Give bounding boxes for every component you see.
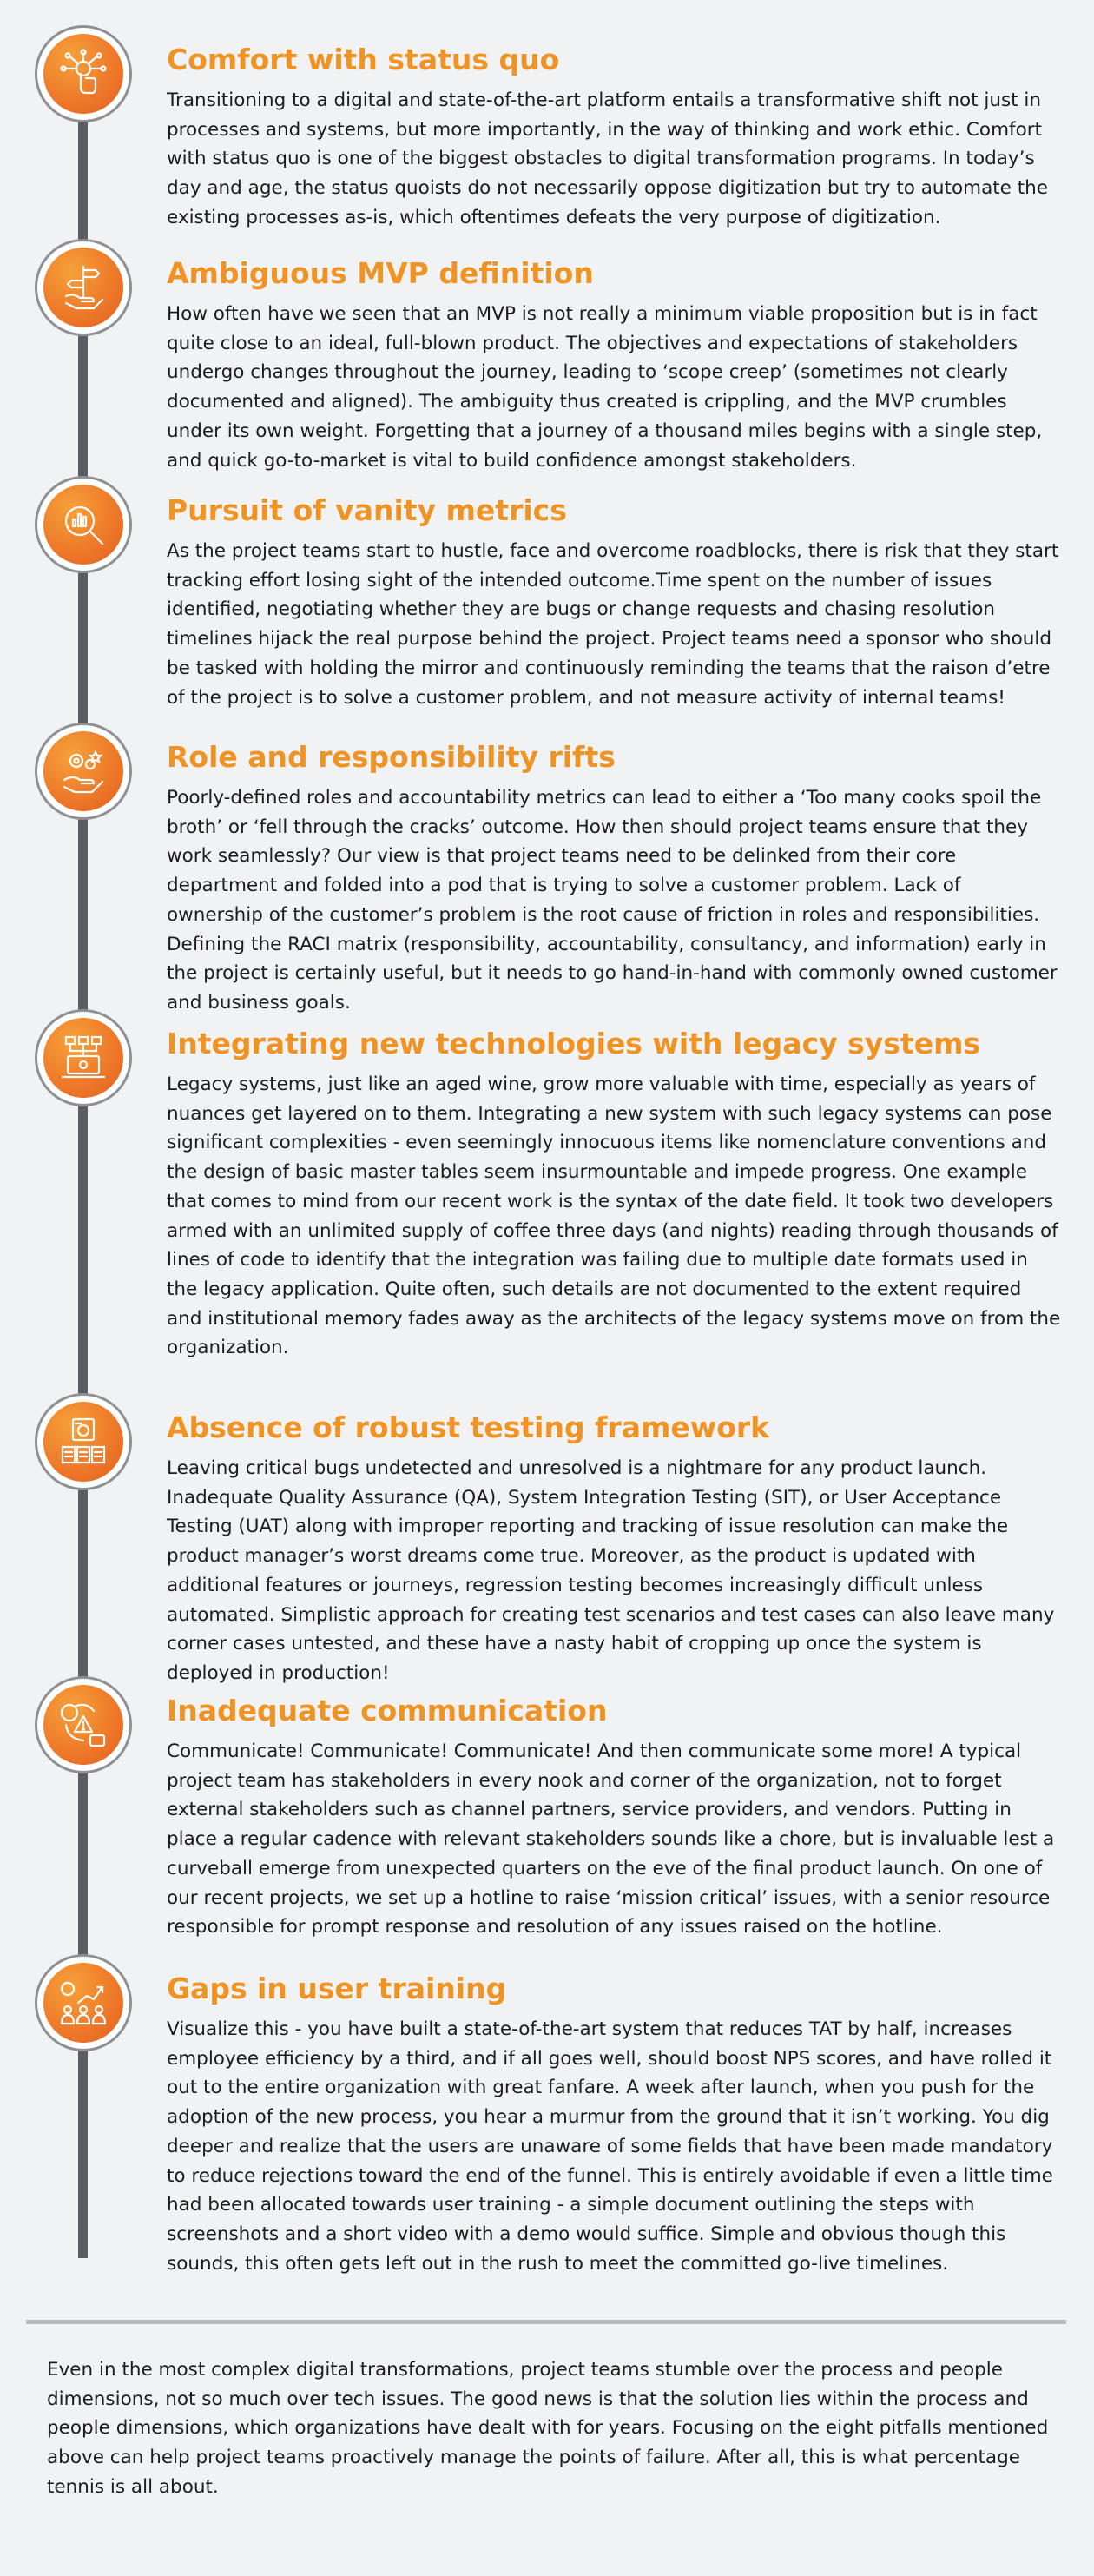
timeline-line (78, 52, 88, 2258)
section-title: Integrating new technologies with legacy systems (167, 1027, 981, 1060)
section-title: Ambiguous MVP definition (167, 256, 594, 290)
section-title: Gaps in user training (167, 1972, 507, 2005)
laptop-integration-icon (57, 1032, 109, 1084)
badge (35, 1393, 132, 1490)
network-touch-icon (57, 48, 109, 100)
badge (35, 723, 132, 820)
gears-hand-icon (57, 745, 109, 797)
section-title: Absence of robust testing framework (167, 1410, 770, 1444)
communication-warning-icon (57, 1699, 109, 1751)
section-body: Poorly-defined roles and accountability metrics can lead to either a ‘Too many cooks spoil the broth’ or ‘fell through the cracks’ outcome. How then should project teams ensure that they work seamlessly? Our view is that project teams need to be delinked from their core department and folded into a pod that is trying to solve a customer problem. Lack of ownership of the customer’s problem is the root cause of friction in roles and responsibilities. Defining the RACI matrix (responsibility, accountability, consultancy, and information) early in the project is certainly useful, but it needs to go hand-in-hand with commonly owned customer and business goals. (167, 787, 1058, 1014)
badge (35, 476, 132, 573)
badge (35, 1676, 132, 1773)
conclusion-text: Even in the most complex digital transformations, project teams stumble over the process and people dimensions, not so much over tech issues. The good news is that the solution lies within the process and people dimensions, which organizations have dealt with for years. Focusing on the eight pitfalls mentioned above can help project teams proactively manage the points of failure. After all, this is what percentage tennis is all about. (47, 2359, 1049, 2498)
badge (35, 25, 132, 122)
section-body: As the project teams start to hustle, face and overcome roadblocks, there is risk that they start tracking effort losing sight of the intended outcome.Time spent on the number of issues identified, negotiating whether they are bugs or change requests and chasing resolution timelines hijack the real purpose behind the project. Project teams need a sponsor who should be tasked with holding the mirror and continuously reminding the teams that the raison d’etre of the project is to solve a customer problem, and not measure activity of internal teams! (167, 540, 1059, 709)
section-body: Visualize this - you have built a state-of-the-art system that reduces TAT by half, increases employee efficiency by a third, and if all goes well, should boost NPS scores, and have rolled it out to the entire organization with great fanfare. A week after launch, when you push for the adoption of the new process, you hear a murmur from the ground that it isn’t working. You dig deeper and realize that the users are unaware of some fields that have been made mandatory to reduce rejections toward the end of the funnel. This is entirely avoidable if even a little time had been allocated towards user training - a simple document outlining the steps with screenshots and a short video with a demo would suffice. Simple and obvious though this sounds, this often gets left out in the rush to meet the committed go-live timelines. (167, 2018, 1053, 2275)
divider (26, 2320, 1066, 2324)
testing-documents-icon (57, 1416, 109, 1468)
section-body: How often have we seen that an MVP is not really a minimum viable proposition but is in fact quite close to an ideal, full-blown product. The objectives and expectations of stakeholders undergo changes throughout the journey, leading to ‘scope creep’ (sometimes not clearly documented and aligned). The ambiguity thus created is crippling, and the MVP crumbles under its own weight. Forgetting that a journey of a thousand miles begins with a single step, and quick go-to-market is vital to build confidence amongst stakeholders. (167, 303, 1043, 472)
badge (35, 239, 132, 336)
section-title: Inadequate communication (167, 1694, 608, 1727)
section-title: Comfort with status quo (167, 43, 560, 76)
signpost-hand-icon (57, 261, 109, 314)
section-body: Transitioning to a digital and state-of-the-art platform entails a transformative shift not just in processes and systems, but more importantly, in the way of thinking and work ethic. Comfort with status quo is one of the biggest obstacles to digital transformation programs. In today’s day and age, the status quoists do not necessarily oppose digitization but try to automate the existing processes as-is, which oftentimes defeats the very purpose of digitization. (167, 89, 1049, 228)
badge (35, 1009, 132, 1106)
section-body: Legacy systems, just like an aged wine, grow more valuable with time, especially as years of nuances get layered on to them. Integrating a new system with such legacy systems can pose significant complexities - even seemingly innocuous items like nomenclature conventions and the design of basic master tables seem insurmountable and impede progress. One example that comes to mind from our recent work is the syntax of the date field. It took two developers armed with an unlimited supply of coffee three days (and nights) reading through thousands of lines of code to identify that the integration was failing due to multiple date formats used in the legacy application. Quite often, such details are not documented to the extent required and institutional memory fades away as the architects of the legacy systems move on from the organization. (167, 1073, 1061, 1359)
magnifier-chart-icon (57, 499, 109, 551)
section-title: Role and responsibility rifts (167, 740, 616, 774)
section-body: Leaving critical bugs undetected and unresolved is a nightmare for any product launch. Inadequate Quality Assurance (QA), System Integration Testing (SIT), or User Acceptance Testing (UAT) along with improper reporting and tracking of issue resolution can make the product manager’s worst dreams come true. Moreover, as the product is updated with additional features or journeys, regression testing becomes increasingly difficult unless automated. Simplistic approach for creating test scenarios and test cases can also leave many corner cases untested, and these have a nasty habit of cropping up once the system is deployed in production! (167, 1457, 1055, 1684)
team-growth-icon (57, 1977, 109, 2029)
section-title: Pursuit of vanity metrics (167, 493, 567, 527)
section-body: Communicate! Communicate! Communicate! And then communicate some more! A typical project team has stakeholders in every nook and corner of the organization, not to forget external stakeholders such as channel partners, service providers, and vendors. Putting in place a regular cadence with relevant stakeholders sounds like a chore, but is invaluable lest a curveball emerge from unexpected quarters on the eve of the final product launch. On one of our recent projects, we set up a hotline to raise ‘mission critical’ issues, with a senior resource responsible for prompt response and resolution of any issues raised on the hotline. (167, 1740, 1055, 1939)
badge (35, 1954, 132, 2051)
